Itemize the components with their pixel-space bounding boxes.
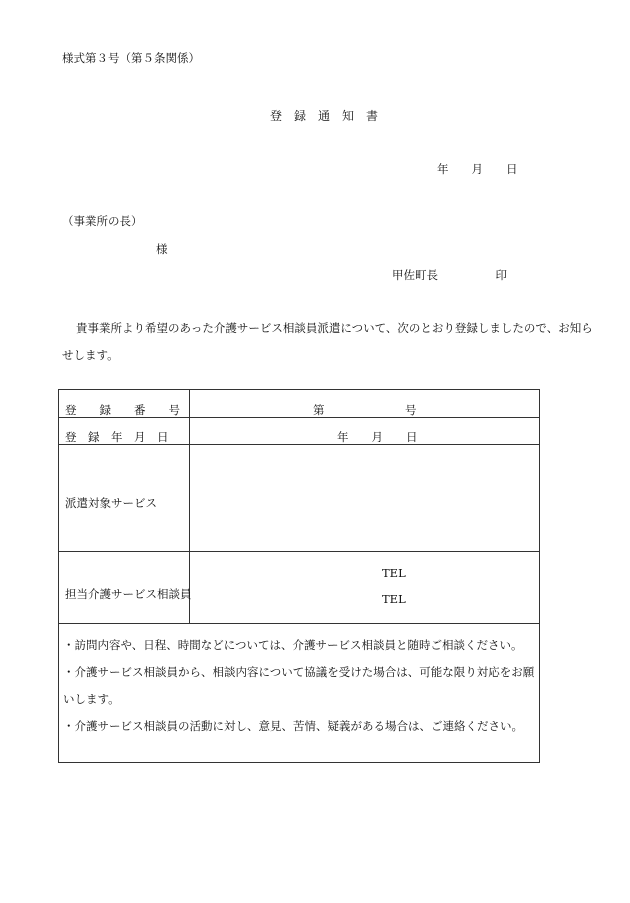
table-rule	[59, 417, 539, 418]
table-rule	[59, 444, 539, 445]
reg-number-value: 第 号	[313, 403, 417, 417]
tel-1: TEL	[382, 566, 406, 580]
note-item: ・訪問内容や、日程、時間などについては、介護サービス相談員と随時ご相談ください。	[63, 638, 523, 652]
issuer-line: 甲佐町長 印	[392, 268, 507, 282]
counselor-label: 担当介護サービス相談員	[65, 587, 192, 601]
registration-table	[58, 389, 540, 763]
reg-date-value: 年 月 日	[337, 430, 418, 444]
table-rule	[59, 551, 539, 552]
tel-2: TEL	[382, 592, 406, 606]
note-item: ・介護サービス相談員から、相談内容について協議を受けた場合は、可能な限り対応をお願いします。	[63, 665, 535, 706]
addressee-label: （事業所の長）	[62, 214, 143, 228]
table-rule	[59, 623, 539, 624]
document-title: 登 録 通 知 書	[270, 109, 379, 123]
reg-number-label: 登 録 番 号	[65, 403, 180, 417]
reg-date-label: 登 録 年 月 日	[65, 430, 169, 444]
service-label: 派遣対象サービス	[65, 496, 157, 510]
honorific: 様	[156, 242, 168, 256]
body-text: 貴事業所より希望のあった介護サービス相談員派遣について、次のとおり登録しましたので、お知らせします。	[62, 321, 593, 362]
form-number: 様式第３号（第５条関係）	[62, 51, 200, 65]
date-line: 年 月 日	[437, 162, 518, 176]
note-item: ・介護サービス相談員の活動に対し、意見、苦情、疑義がある場合は、ご連絡ください。	[63, 719, 523, 733]
